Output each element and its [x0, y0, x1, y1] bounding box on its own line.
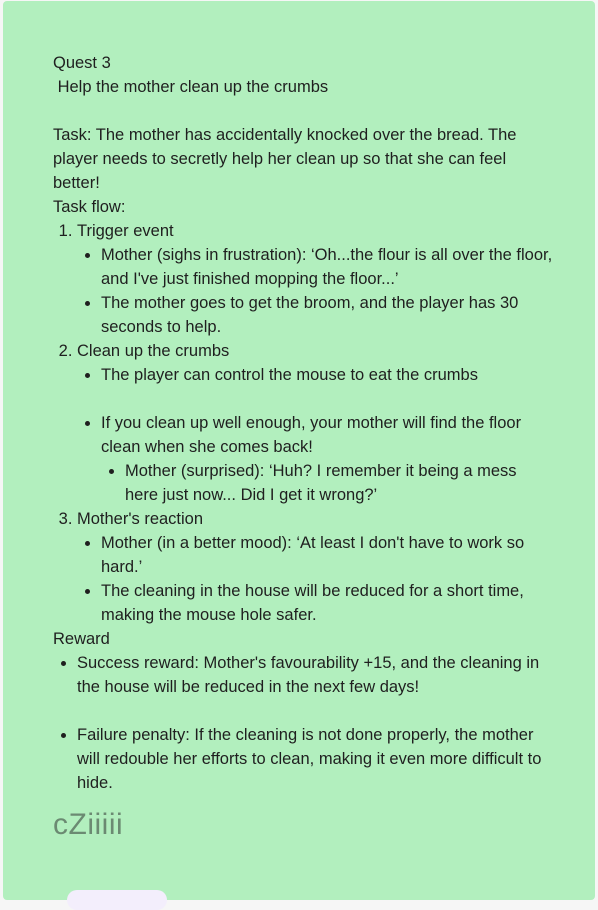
flow-step-trigger	[77, 219, 553, 339]
list-item-text: If you clean up well enough, your mother will find the floor clean when she comes back!	[101, 414, 522, 456]
flow-step-label: Mother's reaction	[77, 510, 204, 528]
signature-text: cZiiiii	[53, 808, 124, 841]
list-item: • The player can control the mouse to eat the crumbs	[101, 363, 553, 387]
list-item	[101, 411, 553, 507]
flow-step-items	[77, 531, 553, 627]
flow-step-label: Clean up the crumbs	[77, 342, 230, 360]
list-item: • Mother (in a better mood): ‘At least I don't have to work so hard.’	[101, 531, 553, 579]
task-flow-list	[53, 219, 553, 627]
spacer	[53, 99, 553, 123]
nested-items	[101, 459, 553, 507]
reward-item-failure: • Failure penalty: If the cleaning is not done properly, the mother will redouble her efforts to clean, making it even more difficult to hide.	[77, 723, 553, 795]
reward-item-success: • Success reward: Mother's favourability +15, and the cleaning in the house will be reduced in the next few days!	[77, 651, 553, 699]
task-description: Task: The mother has accidentally knocked over the bread. The player needs to secretly help her clean up so that she can feel better!	[53, 126, 522, 192]
flow-step-reaction	[77, 507, 553, 627]
task-flow-heading: Task flow:	[53, 198, 126, 216]
reward-heading: Reward	[53, 630, 110, 648]
list-item: • The cleaning in the house will be reduced for a short time, making the mouse hole safer.	[101, 579, 553, 627]
quest-title: Quest 3	[53, 54, 111, 72]
list-item: • The mother goes to get the broom, and the player has 30 seconds to help.	[101, 291, 553, 339]
reward-list	[53, 651, 553, 795]
bottom-tab-peek[interactable]	[67, 890, 167, 910]
flow-step-items	[77, 363, 553, 507]
flow-step-label: Trigger event	[77, 222, 174, 240]
quest-subtitle: Help the mother clean up the crumbs	[53, 78, 329, 96]
nested-list-item: • Mother (surprised): ‘Huh? I remember it being a mess here just now... Did I get it wrong?’	[125, 459, 553, 507]
quest-content	[53, 51, 553, 843]
quest-card	[3, 1, 595, 900]
list-item: • Mother (sighs in frustration): ‘Oh...the flour is all over the floor, and I've just finished mopping the floor...’	[101, 243, 553, 291]
flow-step-items	[77, 243, 553, 339]
flow-step-clean	[77, 339, 553, 507]
